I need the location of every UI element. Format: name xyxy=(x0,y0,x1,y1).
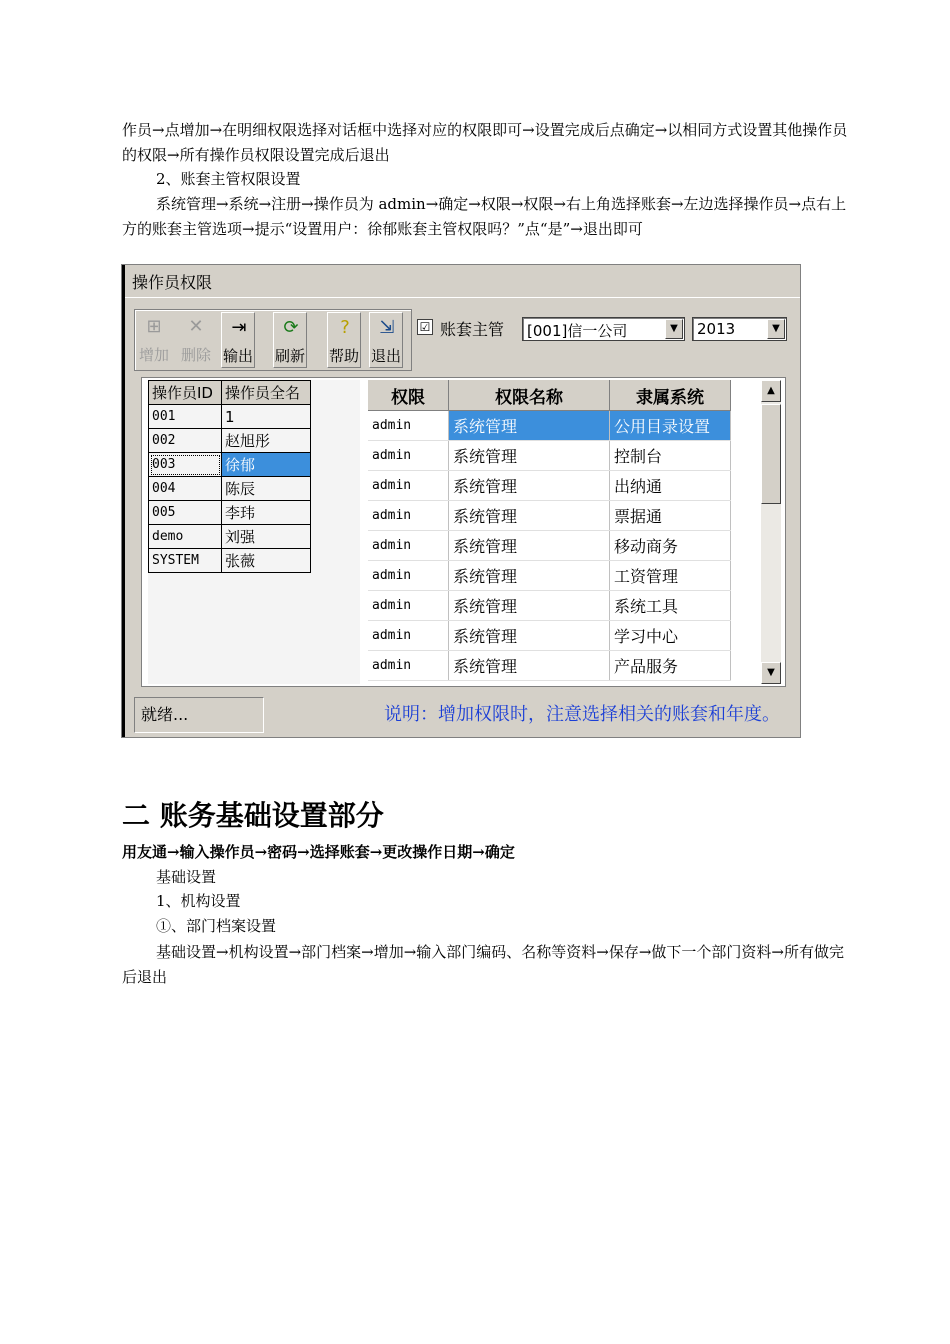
perm-system: 控制台 xyxy=(610,441,731,471)
exit-icon: ⇲ xyxy=(379,317,395,338)
table-row[interactable] xyxy=(368,501,731,531)
perm-name: 系统管理 xyxy=(449,591,610,621)
operator-name: 徐郁 xyxy=(222,453,311,477)
chevron-down-icon[interactable]: ▼ xyxy=(665,319,683,339)
perm-system: 票据通 xyxy=(610,501,731,531)
perm-system: 系统工具 xyxy=(610,591,731,621)
table-row[interactable] xyxy=(149,525,311,549)
perm-name: 系统管理 xyxy=(449,531,610,561)
export-icon: ⇥ xyxy=(231,317,247,338)
help-button[interactable] xyxy=(327,312,361,368)
operator-id: 002 xyxy=(149,429,222,453)
scroll-up-icon[interactable]: ▲ xyxy=(761,380,781,402)
exit-button[interactable] xyxy=(369,312,403,368)
perm-code: admin xyxy=(368,501,449,531)
perm-code: admin xyxy=(368,441,449,471)
exit-label: 退出 xyxy=(370,347,401,365)
perm-name: 系统管理 xyxy=(449,441,610,471)
perm-name: 系统管理 xyxy=(449,471,610,501)
perm-code: admin xyxy=(368,621,449,651)
perm-system: 公用目录设置 xyxy=(610,411,731,441)
perm-code: admin xyxy=(368,591,449,621)
table-row[interactable] xyxy=(149,477,311,501)
status-hint: 说明：增加权限时，注意选择相关的账套和年度。 xyxy=(384,704,780,725)
refresh-label: 刷新 xyxy=(274,347,305,365)
add-button[interactable] xyxy=(137,312,171,368)
item-supervisor-heading: 2、账套主管权限设置 xyxy=(156,170,301,188)
operator-name: 1 xyxy=(222,405,311,429)
perm-name: 系统管理 xyxy=(449,501,610,531)
perm-name: 系统管理 xyxy=(449,561,610,591)
dialog-title: 操作员权限 xyxy=(132,273,213,292)
operator-permission-dialog xyxy=(121,264,801,738)
perm-code: admin xyxy=(368,561,449,591)
dept-archive-heading: ①、部门档案设置 xyxy=(156,917,277,935)
dialog-edge xyxy=(122,265,125,737)
perm-system: 工资管理 xyxy=(610,561,731,591)
paragraph-supervisor-steps: 系统管理→系统→注册→操作员为 admin→确定→权限→权限→右上角选择账套→左边选择操作员→点右上方的账套主管选项→提示“设置用户：徐郁账套主管权限吗？”点“是”→退出即可 xyxy=(122,195,847,238)
help-label: 帮助 xyxy=(328,347,359,365)
paragraph-permission-steps: 作员→点增加→在明细权限选择对话框中选择对应的权限即可→设置完成后点确定→以相同方式设置其他操作员的权限→所有操作员权限设置完成后退出 xyxy=(122,121,848,164)
perm-code: admin xyxy=(368,471,449,501)
operator-id: 005 xyxy=(149,501,222,525)
col-operator-name: 操作员全名 xyxy=(222,381,311,405)
operator-name: 张薇 xyxy=(222,549,311,573)
table-row[interactable] xyxy=(368,591,731,621)
table-row[interactable] xyxy=(368,441,731,471)
export-label: 输出 xyxy=(222,347,253,365)
table-row-selected[interactable] xyxy=(149,453,311,477)
table-row[interactable] xyxy=(149,405,311,429)
year-value: 2013 xyxy=(697,320,736,338)
section-title: 二 账务基础设置部分 xyxy=(122,799,384,832)
title-divider xyxy=(125,297,800,298)
permission-table xyxy=(368,380,731,681)
add-label: 增加 xyxy=(138,346,169,364)
operator-id: 001 xyxy=(149,405,222,429)
col-permission: 权限 xyxy=(368,380,449,411)
toolbar xyxy=(134,309,412,371)
operator-name: 刘强 xyxy=(222,525,311,549)
refresh-icon: ⟳ xyxy=(283,317,299,338)
perm-name: 系统管理 xyxy=(449,411,610,441)
account-select[interactable] xyxy=(522,317,685,341)
account-value: [001]信一公司 xyxy=(527,322,628,340)
perm-code: admin xyxy=(368,651,449,681)
login-flow: 用友通→输入操作员→密码→选择账套→更改操作日期→确定 xyxy=(122,843,515,861)
paragraph-dept-steps: 基础设置→机构设置→部门档案→增加→输入部门编码、名称等资料→保存→做下一个部门资料→所有做完后退出 xyxy=(122,943,844,986)
supervisor-label: 账套主管 xyxy=(440,320,505,339)
operator-name: 李玮 xyxy=(222,501,311,525)
org-settings-heading: 1、机构设置 xyxy=(156,892,241,910)
refresh-button[interactable] xyxy=(273,312,307,368)
perm-system: 移动商务 xyxy=(610,531,731,561)
delete-button[interactable] xyxy=(179,312,213,368)
perm-system: 出纳通 xyxy=(610,471,731,501)
table-row[interactable] xyxy=(368,531,731,561)
add-icon: ⊞ xyxy=(146,316,162,337)
table-row-selected[interactable] xyxy=(368,411,731,441)
perm-code: admin xyxy=(368,411,449,441)
scroll-down-icon[interactable]: ▼ xyxy=(761,662,781,684)
perm-code: admin xyxy=(368,531,449,561)
perm-system: 产品服务 xyxy=(610,651,731,681)
table-row[interactable] xyxy=(149,429,311,453)
perm-system: 学习中心 xyxy=(610,621,731,651)
scroll-thumb[interactable] xyxy=(761,404,781,504)
year-select[interactable] xyxy=(692,317,787,341)
col-operator-id: 操作员ID xyxy=(149,381,222,405)
operator-id: demo xyxy=(149,525,222,549)
table-row[interactable] xyxy=(149,501,311,525)
col-permission-name: 权限名称 xyxy=(449,380,610,411)
table-row[interactable] xyxy=(149,549,311,573)
supervisor-checkbox[interactable]: ☑ xyxy=(417,319,433,335)
status-bar xyxy=(134,697,794,733)
grid-panel xyxy=(141,377,786,687)
status-text: 就绪... xyxy=(134,697,264,733)
export-button[interactable] xyxy=(221,312,255,368)
operator-id: 004 xyxy=(149,477,222,501)
chevron-down-icon[interactable]: ▼ xyxy=(767,319,785,339)
table-row[interactable] xyxy=(368,621,731,651)
operator-table xyxy=(148,380,311,573)
delete-label: 删除 xyxy=(180,346,211,364)
table-row[interactable] xyxy=(368,651,731,681)
basic-settings-heading: 基础设置 xyxy=(156,868,217,886)
operator-name: 赵旭彤 xyxy=(222,429,311,453)
table-row[interactable] xyxy=(368,471,731,501)
table-row[interactable] xyxy=(368,561,731,591)
operator-id: 003 xyxy=(149,453,222,477)
perm-name: 系统管理 xyxy=(449,651,610,681)
operator-name: 陈辰 xyxy=(222,477,311,501)
col-system: 隶属系统 xyxy=(610,380,731,411)
perm-name: 系统管理 xyxy=(449,621,610,651)
help-icon: ? xyxy=(340,317,350,338)
operator-id: SYSTEM xyxy=(149,549,222,573)
vertical-scrollbar[interactable] xyxy=(761,380,781,684)
delete-icon: ✕ xyxy=(188,316,204,337)
